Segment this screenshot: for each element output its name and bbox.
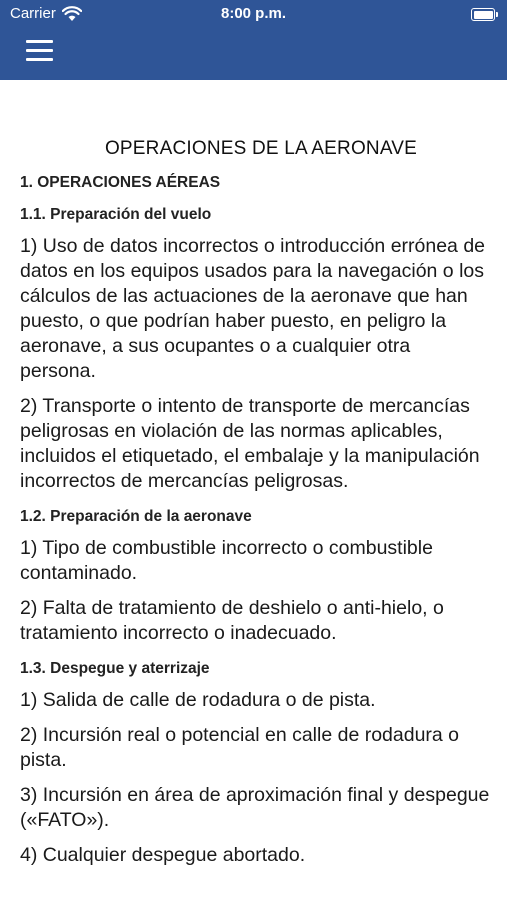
carrier-label: Carrier [10, 5, 56, 22]
list-item: 2) Transporte o intento de transporte de mercancías peligrosas en violación de las normas aplicables, incluidos el etiquetado, el embalaje y la manipulación incorrectos de mercancías peligrosas. [20, 395, 480, 492]
menu-icon-bar [26, 40, 53, 43]
app-header [0, 0, 507, 80]
subsection-heading: 1.1. Preparación del vuelo [20, 206, 212, 223]
list-item: 1) Salida de calle de rodadura o de pista. [20, 689, 376, 711]
menu-icon-bar [26, 58, 53, 61]
list-item: 2) Falta de tratamiento de deshielo o anti-hielo, o tratamiento incorrecto o inadecuado. [20, 597, 444, 644]
list-item: 4) Cualquier despegue abortado. [20, 844, 306, 866]
battery-icon [471, 8, 495, 21]
menu-icon-bar [26, 49, 53, 52]
status-bar [0, 0, 507, 28]
list-item: 1) Uso de datos incorrectos o introducción errónea de datos en los equipos usados para la navegación o los cálculos de las actuaciones de la aeronave que han puesto, o que podrían haber puesto, en peligro la aeronave, a sus ocupantes o a cualquier otra persona. [20, 235, 486, 382]
page-title: OPERACIONES DE LA AERONAVE [104, 138, 418, 159]
status-time: 8:00 p.m. [220, 5, 287, 22]
subsection-heading: 1.2. Preparación de la aeronave [20, 508, 252, 525]
section-heading: 1. OPERACIONES AÉREAS [20, 174, 221, 191]
subsection-heading: 1.3. Despegue y aterrizaje [20, 660, 210, 677]
article-content [20, 80, 490, 900]
list-item: 2) Incursión real o potencial en calle de rodadura o pista. [20, 724, 460, 771]
menu-button[interactable] [26, 40, 53, 62]
list-item: 3) Incursión en área de aproximación final y despegue («FATO»). [20, 784, 490, 831]
list-item: 1) Tipo de combustible incorrecto o combustible contaminado. [20, 537, 433, 584]
